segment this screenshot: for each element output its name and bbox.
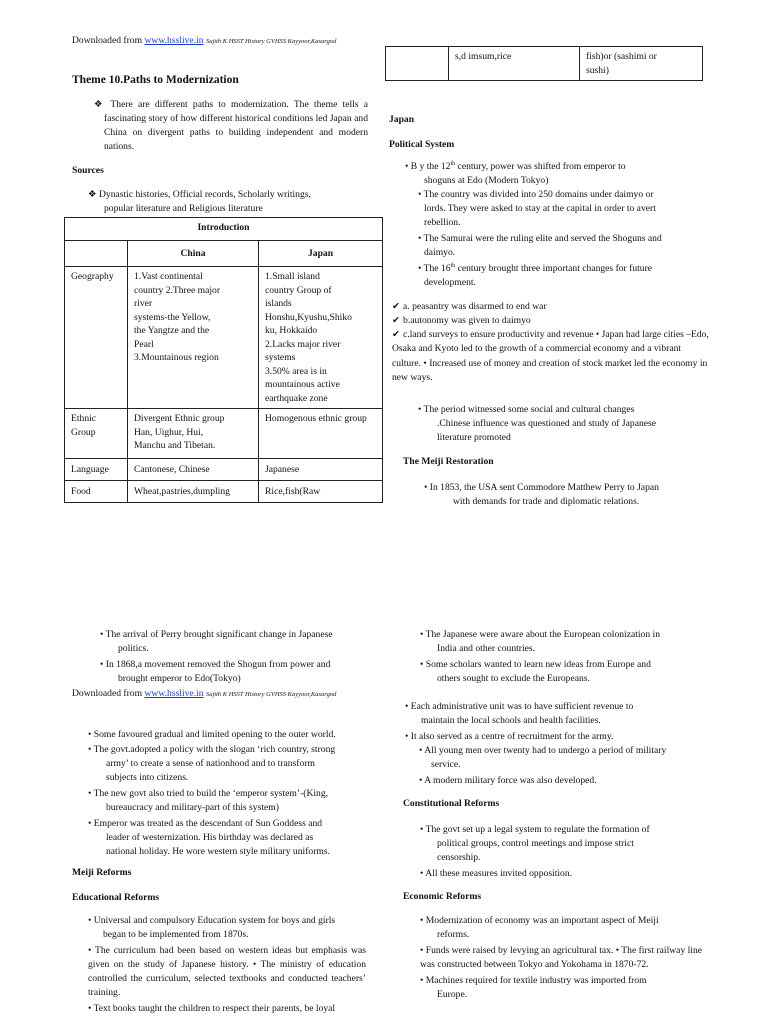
meiji-list: • In 1853, the USA sent Commodore Matthew Perry to Japan with demands for trade and diplomatic relations.: [424, 481, 714, 509]
list-item: • Machines required for textile industry was imported from: [420, 975, 647, 986]
list-item: • The 16th century brought three important changes for future: [418, 262, 653, 274]
list-item: • Some scholars wanted to learn new ideas from Europe and: [420, 659, 651, 670]
list-item: • The period witnessed some social and cultural changes: [418, 404, 635, 415]
cell-china: 1.Vast continental country 2.Three major river systems-the Yellow, the Yangtze and the Pearl 3.Mountainous region: [128, 267, 259, 409]
theme-title: Theme 10.Paths to Modernization: [72, 74, 239, 86]
comparison-table: [64, 217, 383, 503]
table-row: [65, 267, 383, 409]
list-item: • The Japanese were aware about the European colonization in: [420, 629, 661, 640]
list-item: ✔ a. peasantry was disarmed to end war: [392, 301, 547, 312]
educational-reforms-heading: Educational Reforms: [72, 892, 160, 903]
constitutional-reforms-heading: Constitutional Reforms: [403, 798, 500, 809]
list-item: • The govt.adopted a policy with the slogan ‘rich country, strong: [88, 744, 336, 755]
japan-heading: Japan: [389, 114, 415, 125]
cell-china: Wheat,pastries,dumpling: [128, 481, 259, 503]
list-item: ✔ b.autonomy was given to daimyo: [392, 315, 531, 326]
list-item: • The curriculum had been based on western ideas but emphasis was given on the study of Japanese history. • The ministry of education controlled the curriculum, selected textbooks and conducted teachers’ training.: [88, 945, 366, 998]
political-system-heading: Political System: [389, 139, 455, 150]
list-item: • Each administrative unit was to have sufficient revenue to: [405, 701, 634, 712]
list-item: • In 1868,a movement removed the Shogun from power and: [100, 659, 331, 670]
list-item: ✔ c.land surveys to ensure productivity and revenue • Japan had large cities –Edo, Osaka and Kyoto led to the growth of a commercial economy and a vibrant culture. • Increased use of money and creation of stock market led the economy in new ways.: [392, 329, 709, 383]
list-item: • Some favoured gradual and limited opening to the outer world.: [88, 729, 336, 740]
row-label: Language: [65, 459, 128, 481]
checkmark-icon: ✔: [392, 301, 401, 312]
hsslive-link[interactable]: www.hsslive.in: [144, 35, 204, 46]
cell-japan: Homogenous ethnic group: [259, 409, 383, 459]
list-item: • The country was divided into 250 domains under daimyo or: [418, 189, 654, 200]
table-caption: Introduction: [65, 218, 383, 241]
cell-china: s,d imsum,rice: [449, 47, 580, 81]
meiji-policy-list: • Some favoured gradual and limited opening to the outer world. • The govt.adopted a policy with the slogan ‘rich country, strong army’ to create a sense of nationhood and to transform subjects into citizens. • The new govt also tried to build the ‘emperor system’-(King, bureaucracy and military-part of this system) • Emperor was treated as the descendant of Sun Goddess and leader of westernization. His birthday was declared as national holiday. He wore western style military uniforms.: [88, 728, 370, 859]
table-row: [65, 409, 383, 459]
table-row: [65, 459, 383, 481]
cell-china: Divergent Ethnic group Han, Uighur, Hui, Manchu and Tibetan.: [128, 409, 259, 459]
perry-list: • The arrival of Perry brought significant change in Japanese politics. • In 1868,a movement removed the Shogun from power and brought emperor to Edo(Tokyo): [100, 628, 390, 686]
list-item: • The Samurai were the ruling elite and served the Shoguns and: [418, 233, 662, 244]
diamond-bullet-icon: ❖: [94, 99, 111, 110]
download-header: Downloaded from www.hsslive.in Sujith K HSST History GVHSS Kayyoor,Kasargod: [72, 35, 337, 46]
list-item: • B y the 12th century, power was shifted from emperor to: [405, 160, 626, 172]
cell-japan: 1.Small island country Group of islands Honshu,Kyushu,Shiko ku, Hokkaido 2.Lacks major river systems 3.50% area is in mountainous active earthquake zone: [259, 267, 383, 409]
list-item: • Funds were raised by levying an agricultural tax. • The first railway line was constructed between Tokyo and Yokohama in 1870-72.: [420, 945, 703, 970]
cultural-changes: • The period witnessed some social and cultural changes .Chinese influence was questioned and study of Japanese literature promoted: [418, 403, 718, 445]
sources-bullet: ❖ Dynastic histories, Official records, Scholarly writings, popular literature and Religious literature: [88, 189, 311, 214]
author-credit: Sujith K HSST History GVHSS Kayyoor,Kasargod: [205, 38, 337, 45]
cell-japan: Japanese: [259, 459, 383, 481]
table-row: [65, 481, 383, 503]
table-continuation: [385, 46, 703, 81]
row-label: Geography: [65, 267, 128, 409]
economic-list: • Modernization of economy was an important aspect of Meiji reforms. • Funds were raised by levying an agricultural tax. • The first railway line was constructed between Tokyo and Yokohama in 1870-72. • Machines required for textile industry was imported from Europe.: [420, 914, 710, 1002]
list-item: • All young men over twenty had to undergo a period of military: [419, 745, 667, 756]
list-item: • Universal and compulsory Education system for boys and girls: [88, 915, 336, 926]
colonization-list: • The Japanese were aware about the European colonization in India and other countries. • Some scholars wanted to learn new ideas from Europe and others sought to exclude the Europeans.: [420, 628, 720, 686]
cell-japan: Rice,fish(Raw: [259, 481, 383, 503]
list-item: • The govt set up a legal system to regulate the formation of: [420, 824, 650, 835]
col-header-china: China: [128, 241, 259, 267]
diamond-bullet-icon: ❖: [88, 189, 99, 200]
revenue-list: • Each administrative unit was to have sufficient revenue to maintain the local schools and health facilities. • It also served as a centre of recruitment for the army. • All young men over twenty had to undergo a period of military service. • A modern military force was also developed.: [405, 700, 715, 788]
list-item: • The arrival of Perry brought significant change in Japanese: [100, 629, 333, 640]
meiji-restoration-heading: The Meiji Restoration: [403, 456, 494, 467]
constitutional-list: • The govt set up a legal system to regulate the formation of political groups, control meetings and impose strict censorship. • All these measures invited opposition.: [420, 823, 702, 881]
list-item: • Modernization of economy was an important aspect of Meiji: [420, 915, 659, 926]
sources-heading: Sources: [72, 165, 104, 176]
table-row: [386, 47, 703, 81]
cell-china: Cantonese, Chinese: [128, 459, 259, 481]
row-label: Food: [65, 481, 128, 503]
list-item: • A modern military force was also developed.: [419, 775, 597, 786]
list-item: • It also served as a centre of recruitment for the army.: [405, 731, 614, 742]
list-item: • The new govt also tried to build the ‘emperor system’-(King,: [88, 788, 329, 799]
author-credit: Sujith K HSST History GVHSS Kayyoor,Kasargod: [205, 691, 337, 698]
changes-checklist: [392, 300, 710, 385]
education-list: • Universal and compulsory Education system for boys and girls began to be implemented from 1870s. • The curriculum had been based on western ideas but emphasis was given on the study of Japanese history. • The ministry of education controlled the curriculum, selected textbooks and conducted teachers’ training. • Text books taught the children to respect their parents, be loyal: [88, 915, 366, 1014]
row-label: Ethnic Group: [65, 409, 128, 459]
checkmark-icon: ✔: [392, 315, 401, 326]
col-header-japan: Japan: [259, 241, 383, 267]
hsslive-link[interactable]: www.hsslive.in: [144, 688, 204, 699]
list-item: • Emperor was treated as the descendant of Sun Goddess and: [88, 818, 323, 829]
economic-reforms-heading: Economic Reforms: [403, 891, 482, 902]
list-item: • All these measures invited opposition.: [420, 868, 573, 879]
cell-japan: fish)or (sashimi or sushi): [580, 47, 703, 81]
download-header-2: Downloaded from www.hsslive.in Sujith K HSST History GVHSS Kayyoor,Kasargod: [72, 688, 337, 699]
list-item: • In 1853, the USA sent Commodore Matthew Perry to Japan: [424, 482, 659, 493]
checkmark-icon: ✔: [392, 329, 401, 340]
list-item: • Text books taught the children to respect their parents, be loyal: [88, 1003, 336, 1014]
political-list: • B y the 12th century, power was shifted from emperor to shoguns at Edo (Modern Tokyo) • The country was divided into 250 domains under daimyo or lords. They were asked to stay at the capital in order to avert rebellion. • The Samurai were the ruling elite and served the Shoguns and daimyo. • The 16th century brought three important changes for future development.: [405, 160, 710, 290]
meiji-reforms-heading: Meiji Reforms: [72, 867, 132, 878]
intro-bullet: ❖ There are different paths to modernization. The theme tells a fascinating story of how different historical conditions led Japan and China on divergent paths to building independent and modern nations.: [94, 99, 368, 152]
